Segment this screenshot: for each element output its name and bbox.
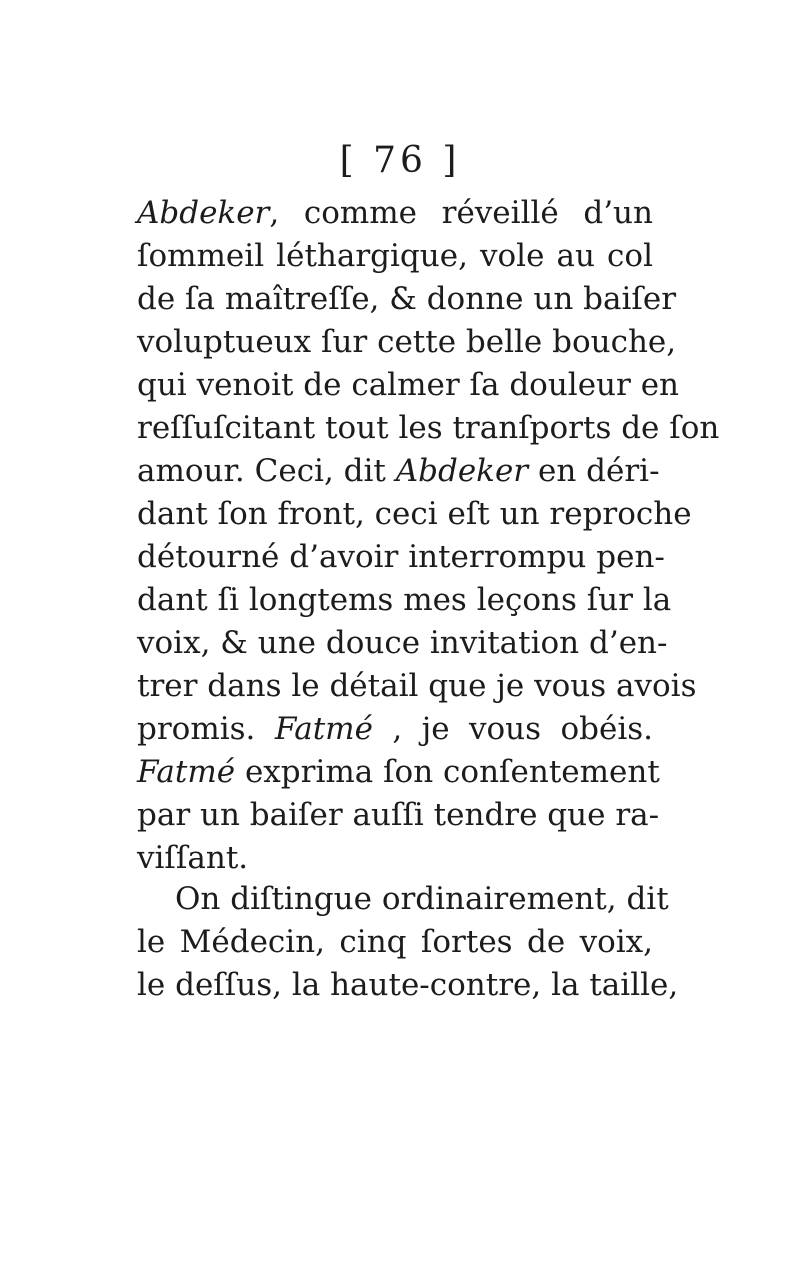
text-line: le Médecin, cinq ſortes de voix,: [137, 924, 653, 960]
paragraph-1: [137, 192, 720, 880]
text-line: le deſſus, la haute-contre, la taille,: [137, 967, 679, 1003]
text-line: viſſant.: [137, 840, 249, 876]
text-line: [137, 192, 653, 235]
text-line: [137, 708, 653, 751]
line-text: exprima ſon conſentement: [235, 754, 660, 790]
text-line: reſſuſcitant tout les tranſports de ſon: [137, 410, 720, 446]
line-text: , comme réveillé d’un: [269, 195, 653, 231]
line-text: , je vous obéis.: [372, 711, 653, 747]
italic-name: Fatmé: [274, 711, 373, 747]
italic-name: Abdeker: [137, 195, 270, 231]
paragraph-2: [137, 878, 679, 1007]
text-line: voix, & une douce invitation d’en-: [137, 625, 668, 661]
italic-name: Fatmé: [137, 754, 236, 790]
text-line: On diſtingue ordinairement, dit: [175, 881, 669, 917]
line-text: amour. Ceci, dit: [137, 453, 396, 489]
text-line: qui venoit de calmer ſa douleur en: [137, 367, 680, 403]
text-line: [137, 450, 660, 493]
text-line: par un baiſer auſſi tendre que ra-: [137, 797, 660, 833]
text-line: [137, 751, 660, 794]
line-text: en déri-: [528, 453, 660, 489]
text-line: détourné d’avoir interrompu pen-: [137, 539, 665, 575]
text-line: ſommeil léthargique, vole au col: [137, 238, 653, 274]
page-number: [ 76 ]: [339, 140, 461, 181]
italic-name: Abdeker: [395, 453, 529, 489]
text-line: trer dans le détail que je vous avois: [137, 668, 697, 704]
text-line: dant ſi longtems mes leçons ſur la: [137, 582, 672, 618]
text-line: voluptueux ſur cette belle bouche,: [137, 324, 677, 360]
text-line: dant ſon front, ceci eſt un reproche: [137, 496, 692, 532]
text-line: de ſa maîtreſſe, & donne un baiſer: [137, 281, 677, 317]
line-text: promis.: [137, 711, 275, 747]
